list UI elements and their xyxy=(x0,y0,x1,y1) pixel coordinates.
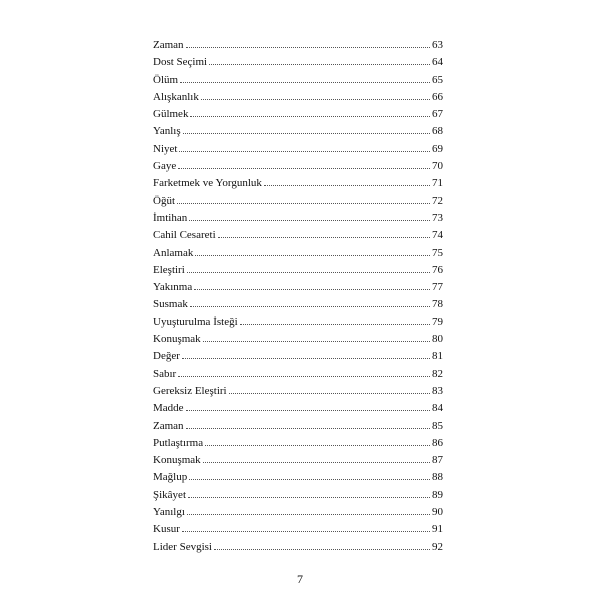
toc-entry-title: Yanılgı xyxy=(153,506,185,519)
toc-entry xyxy=(153,175,443,192)
toc-entry-page: 75 xyxy=(432,246,443,259)
toc-entry-page: 69 xyxy=(432,142,443,155)
toc-entry-title: Öğüt xyxy=(153,194,175,207)
toc-dot-leader xyxy=(180,82,430,83)
toc-dot-leader xyxy=(203,462,430,463)
toc-entry-title: Susmak xyxy=(153,298,188,311)
toc-dot-leader xyxy=(195,255,430,256)
toc-entry-page: 89 xyxy=(432,488,443,501)
toc-dot-leader xyxy=(240,324,430,325)
toc-entry-page: 82 xyxy=(432,367,443,380)
toc-dot-leader xyxy=(187,514,430,515)
toc-entry-title: Ölüm xyxy=(153,73,179,86)
toc-dot-leader xyxy=(189,479,430,480)
toc-entry xyxy=(153,106,443,123)
toc-entry-page: 68 xyxy=(432,125,443,138)
toc-entry-page: 70 xyxy=(432,160,443,173)
toc-entry xyxy=(153,469,443,486)
toc-entry xyxy=(153,348,443,365)
toc-dot-leader xyxy=(189,220,430,221)
toc-entry-page: 65 xyxy=(432,73,443,86)
toc-entry xyxy=(153,210,443,227)
toc-dot-leader xyxy=(178,168,430,169)
toc-entry xyxy=(153,418,443,435)
toc-entry-page: 77 xyxy=(432,281,443,294)
toc-entry-page: 78 xyxy=(432,298,443,311)
toc-dot-leader xyxy=(218,237,430,238)
toc-entry-title: Niyet xyxy=(153,142,178,155)
toc-entry xyxy=(153,539,443,556)
toc-entry xyxy=(153,504,443,521)
toc-dot-leader xyxy=(214,549,430,550)
toc-dot-leader xyxy=(229,393,430,394)
toc-entry-page: 72 xyxy=(432,194,443,207)
toc-entry xyxy=(153,296,443,313)
toc-entry-title: Zaman xyxy=(153,39,184,51)
toc-entry-page: 80 xyxy=(432,333,443,346)
toc-entry-title: Gereksiz Eleştiri xyxy=(153,384,227,397)
toc-entry xyxy=(153,366,443,383)
toc-entry-title: Gaye xyxy=(153,160,177,173)
toc-entry-title: Mağlup xyxy=(153,471,188,484)
toc-entry-page: 84 xyxy=(432,402,443,415)
toc-entry-title: Putlaştırma xyxy=(153,436,204,449)
toc-entry-title: Dost Seçimi xyxy=(153,56,208,69)
toc-dot-leader xyxy=(183,133,430,134)
toc-entry-title: Konuşmak xyxy=(153,333,201,346)
toc-entry-page: 74 xyxy=(432,229,443,242)
toc-entry-page: 87 xyxy=(432,454,443,467)
page-number: 7 xyxy=(297,572,303,586)
toc-dot-leader xyxy=(182,531,430,532)
toc-entry-title: Uyuşturulma İsteği xyxy=(153,315,238,328)
toc-entry-page: 90 xyxy=(432,506,443,519)
toc-entry-page: 63 xyxy=(432,39,443,51)
toc-dot-leader xyxy=(209,64,430,65)
toc-entry-title: Şikâyet xyxy=(153,488,186,501)
toc-entry-page: 66 xyxy=(432,90,443,103)
toc-entry-title: Farketmek ve Yorgunluk xyxy=(153,177,262,190)
toc-entry xyxy=(153,123,443,140)
toc-entry-page: 83 xyxy=(432,384,443,397)
toc-entry-title: Yanlış xyxy=(153,125,181,138)
toc-entry xyxy=(153,435,443,452)
toc-entry-title: Cahil Cesareti xyxy=(153,229,216,242)
toc-entry-page: 85 xyxy=(432,419,443,432)
toc-dot-leader xyxy=(264,185,430,186)
toc-entry xyxy=(153,72,443,89)
toc-dot-leader xyxy=(194,289,430,290)
toc-entry xyxy=(153,452,443,469)
toc-entry xyxy=(153,141,443,158)
toc-entry-page: 76 xyxy=(432,263,443,276)
toc-entry xyxy=(153,487,443,504)
toc-entry xyxy=(153,331,443,348)
toc-dot-leader xyxy=(186,47,430,48)
toc-entry-title: Zaman xyxy=(153,419,184,432)
toc-entry xyxy=(153,54,443,71)
toc-entry xyxy=(153,89,443,106)
toc-entry xyxy=(153,314,443,331)
toc-entry-page: 86 xyxy=(432,436,443,449)
toc-entry xyxy=(153,279,443,296)
toc-entry-page: 81 xyxy=(432,350,443,363)
toc-entry-page: 92 xyxy=(432,540,443,553)
toc-entry-page: 88 xyxy=(432,471,443,484)
toc-entry-page: 64 xyxy=(432,56,443,69)
toc-entry-title: Değer xyxy=(153,350,180,363)
toc-entry-title: Kusur xyxy=(153,523,180,536)
toc-dot-leader xyxy=(186,428,430,429)
toc-dot-leader xyxy=(190,116,430,117)
toc-entry-page: 79 xyxy=(432,315,443,328)
toc-dot-leader xyxy=(178,376,430,377)
toc-entry-title: Anlamak xyxy=(153,246,194,259)
toc-entry-title: Yakınma xyxy=(153,281,193,294)
toc-entry-title: Madde xyxy=(153,402,184,415)
toc-dot-leader xyxy=(177,203,430,204)
toc-entry xyxy=(153,262,443,279)
toc-dot-leader xyxy=(201,99,430,100)
table-of-contents xyxy=(153,37,443,556)
toc-entry-title: İmtihan xyxy=(153,211,188,224)
toc-dot-leader xyxy=(205,445,430,446)
toc-entry xyxy=(153,193,443,210)
toc-entry-title: Sabır xyxy=(153,367,177,380)
toc-dot-leader xyxy=(190,306,430,307)
toc-entry xyxy=(153,521,443,538)
toc-entry-page: 91 xyxy=(432,523,443,536)
toc-entry-page: 73 xyxy=(432,211,443,224)
toc-dot-leader xyxy=(186,410,430,411)
toc-dot-leader xyxy=(182,358,430,359)
toc-dot-leader xyxy=(187,272,430,273)
toc-entry xyxy=(153,37,443,54)
toc-entry-title: Konuşmak xyxy=(153,454,201,467)
toc-entry xyxy=(153,158,443,175)
toc-entry-title: Gülmek xyxy=(153,108,189,121)
toc-dot-leader xyxy=(203,341,430,342)
toc-entry-page: 67 xyxy=(432,108,443,121)
toc-entry xyxy=(153,400,443,417)
toc-entry-page: 71 xyxy=(432,177,443,190)
toc-entry xyxy=(153,383,443,400)
toc-entry-title: Eleştiri xyxy=(153,263,185,276)
toc-entry xyxy=(153,245,443,262)
toc-entry-title: Alışkanlık xyxy=(153,90,199,103)
toc-dot-leader xyxy=(188,497,430,498)
toc-entry-title: Lider Sevgisi xyxy=(153,540,212,553)
toc-dot-leader xyxy=(179,151,430,152)
toc-entry xyxy=(153,227,443,244)
